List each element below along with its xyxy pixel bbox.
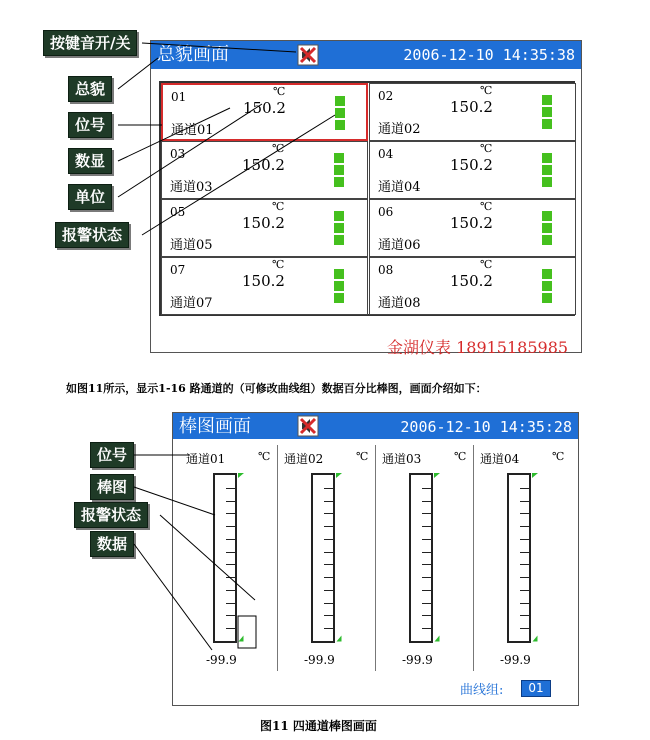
bar-channel-unit: ℃ [454, 450, 467, 463]
overview-titlebar [151, 41, 581, 69]
channel-unit: ℃ [480, 142, 493, 155]
channel-number: 02 [378, 89, 394, 103]
channel-value: 150.2 [450, 272, 493, 290]
bar-tick [226, 577, 235, 578]
bar-tick [226, 590, 235, 591]
alarm-low-marker [533, 636, 538, 642]
bar-value: -99.9 [304, 653, 335, 667]
channel-number: 05 [170, 205, 186, 219]
alarm-high-marker [336, 473, 342, 478]
channel-cell-01[interactable] [161, 83, 368, 141]
channel-number: 01 [171, 90, 187, 104]
bar-channel-name: 通道04 [480, 452, 520, 466]
channel-grid [159, 81, 575, 316]
brand-contact: 金湖仪表 18915185985 [387, 338, 569, 357]
channel-value: 150.2 [450, 214, 493, 232]
channel-cell-06[interactable] [369, 199, 576, 257]
bar-screen [172, 412, 579, 706]
bar-column-02[interactable] [278, 445, 376, 671]
bar-tube [311, 473, 335, 643]
channel-number: 06 [378, 205, 394, 219]
bar-value: -99.9 [206, 653, 237, 667]
channel-value: 150.2 [242, 214, 285, 232]
bar-tick [520, 603, 529, 604]
label-data: 数据 [90, 531, 134, 557]
bar-channel-name: 通道03 [382, 452, 422, 466]
bar-value: -99.9 [500, 653, 531, 667]
bar-tick [422, 590, 431, 591]
alarm-indicator [542, 153, 552, 187]
bar-tick [226, 539, 235, 540]
bar-area [180, 445, 572, 671]
bar-tick [324, 526, 333, 527]
alarm-high-marker [532, 473, 538, 478]
channel-unit: ℃ [273, 85, 286, 98]
alarm-low-marker [337, 636, 342, 642]
bar-column-01[interactable] [180, 445, 278, 671]
bar-tube [409, 473, 433, 643]
label-bar-tag-no: 位号 [90, 442, 134, 468]
bar-tick [324, 564, 333, 565]
bar-tube [507, 473, 531, 643]
section-caption: 如图11所示，显示1-16 路通道的（可修改曲线组）数据百分比棒图，画面介绍如下： [66, 382, 487, 395]
bar-column-04[interactable] [474, 445, 572, 671]
label-bar-alarm-status: 报警状态 [74, 502, 148, 528]
sound-off-icon[interactable] [297, 44, 319, 66]
bar-tick [422, 513, 431, 514]
alarm-indicator [542, 211, 552, 245]
channel-cell-03[interactable] [161, 141, 368, 199]
alarm-high-marker [434, 473, 440, 478]
alarm-indicator [334, 211, 344, 245]
channel-value: 150.2 [242, 272, 285, 290]
channel-name: 通道06 [378, 238, 421, 253]
channel-unit: ℃ [272, 258, 285, 271]
alarm-indicator [334, 269, 344, 303]
channel-name: 通道04 [378, 180, 421, 195]
bar-tick [226, 526, 235, 527]
bar-tick [324, 513, 333, 514]
channel-value: 150.2 [242, 156, 285, 174]
channel-unit: ℃ [480, 200, 493, 213]
bar-tick [324, 628, 333, 629]
channel-number: 03 [170, 147, 186, 161]
bar-column-03[interactable] [376, 445, 474, 671]
bar-tick [520, 628, 529, 629]
label-unit: 单位 [68, 184, 112, 210]
bar-tick [324, 603, 333, 604]
bar-tick [422, 526, 431, 527]
curve-group-select[interactable]: 01 [521, 680, 551, 697]
channel-cell-02[interactable] [369, 83, 576, 141]
bar-tick [520, 513, 529, 514]
alarm-indicator [334, 153, 344, 187]
bar-tick [520, 564, 529, 565]
bar-channel-unit: ℃ [356, 450, 369, 463]
channel-name: 通道05 [170, 238, 213, 253]
bar-tick [422, 628, 431, 629]
bar-tick [324, 539, 333, 540]
channel-cell-07[interactable] [161, 257, 368, 315]
bar-tick [422, 501, 431, 502]
bar-channel-unit: ℃ [258, 450, 271, 463]
bar-datetime: 2006-12-10 14:35:28 [400, 418, 572, 436]
alarm-low-marker [435, 636, 440, 642]
channel-name: 通道02 [378, 122, 421, 137]
alarm-indicator [542, 269, 552, 303]
channel-name: 通道03 [170, 180, 213, 195]
channel-number: 08 [378, 263, 394, 277]
bar-tick [520, 552, 529, 553]
channel-cell-05[interactable] [161, 199, 368, 257]
bar-tick [226, 615, 235, 616]
channel-unit: ℃ [480, 258, 493, 271]
label-alarm-status: 报警状态 [55, 222, 129, 248]
channel-value: 150.2 [243, 99, 286, 117]
bar-tick [324, 577, 333, 578]
label-tag-no: 位号 [68, 112, 112, 138]
bar-tick [226, 501, 235, 502]
bar-tick [226, 552, 235, 553]
bar-tick [520, 590, 529, 591]
label-bar: 棒图 [90, 474, 134, 500]
bar-tick [520, 488, 529, 489]
bar-tick [520, 526, 529, 527]
bar-tick [226, 628, 235, 629]
bar-channel-name: 通道01 [186, 452, 226, 466]
overview-title: 总貌画面 [157, 44, 229, 65]
channel-value: 150.2 [450, 98, 493, 116]
curve-group-label: 曲线组: [460, 683, 504, 698]
bar-tick [226, 603, 235, 604]
channel-cell-08[interactable] [369, 257, 576, 315]
overview-screen [150, 40, 582, 357]
bar-tick [422, 488, 431, 489]
alarm-indicator [542, 95, 552, 129]
channel-name: 通道07 [170, 296, 213, 311]
bar-channel-unit: ℃ [552, 450, 565, 463]
bar-tick [226, 488, 235, 489]
bar-channel-name: 通道02 [284, 452, 324, 466]
channel-unit: ℃ [272, 200, 285, 213]
bar-tick [226, 513, 235, 514]
bar-tick [422, 552, 431, 553]
channel-name: 通道01 [171, 123, 214, 138]
bar-tick [226, 564, 235, 565]
bar-tick [324, 615, 333, 616]
bar-tick [520, 577, 529, 578]
alarm-low-marker [239, 636, 244, 642]
channel-unit: ℃ [480, 84, 493, 97]
bar-tick [422, 603, 431, 604]
sound-off-icon[interactable] [297, 415, 319, 437]
channel-name: 通道08 [378, 296, 421, 311]
alarm-high-marker [238, 473, 244, 478]
channel-number: 04 [378, 147, 394, 161]
bar-titlebar [173, 413, 578, 439]
channel-value: 150.2 [450, 156, 493, 174]
bar-tick [422, 577, 431, 578]
alarm-indicator [335, 96, 345, 130]
bar-tick [520, 539, 529, 540]
bar-tick [422, 539, 431, 540]
bar-tick [422, 615, 431, 616]
channel-number: 07 [170, 263, 186, 277]
bar-tube [213, 473, 237, 643]
label-overview: 总貌 [68, 76, 112, 102]
channel-unit: ℃ [272, 142, 285, 155]
label-digital: 数显 [68, 148, 112, 174]
channel-cell-04[interactable] [369, 141, 576, 199]
bar-tick [324, 590, 333, 591]
bar-tick [422, 564, 431, 565]
bar-tick [324, 488, 333, 489]
bar-tick [324, 501, 333, 502]
figure-caption: 图11 四通道棒图画面 [260, 719, 377, 733]
bar-tick [520, 615, 529, 616]
bar-title: 棒图画面 [179, 416, 251, 437]
bar-value: -99.9 [402, 653, 433, 667]
label-key-sound: 按键音开/关 [43, 30, 137, 56]
bar-tick [520, 501, 529, 502]
bar-tick [324, 552, 333, 553]
overview-datetime: 2006-12-10 14:35:38 [403, 46, 575, 64]
